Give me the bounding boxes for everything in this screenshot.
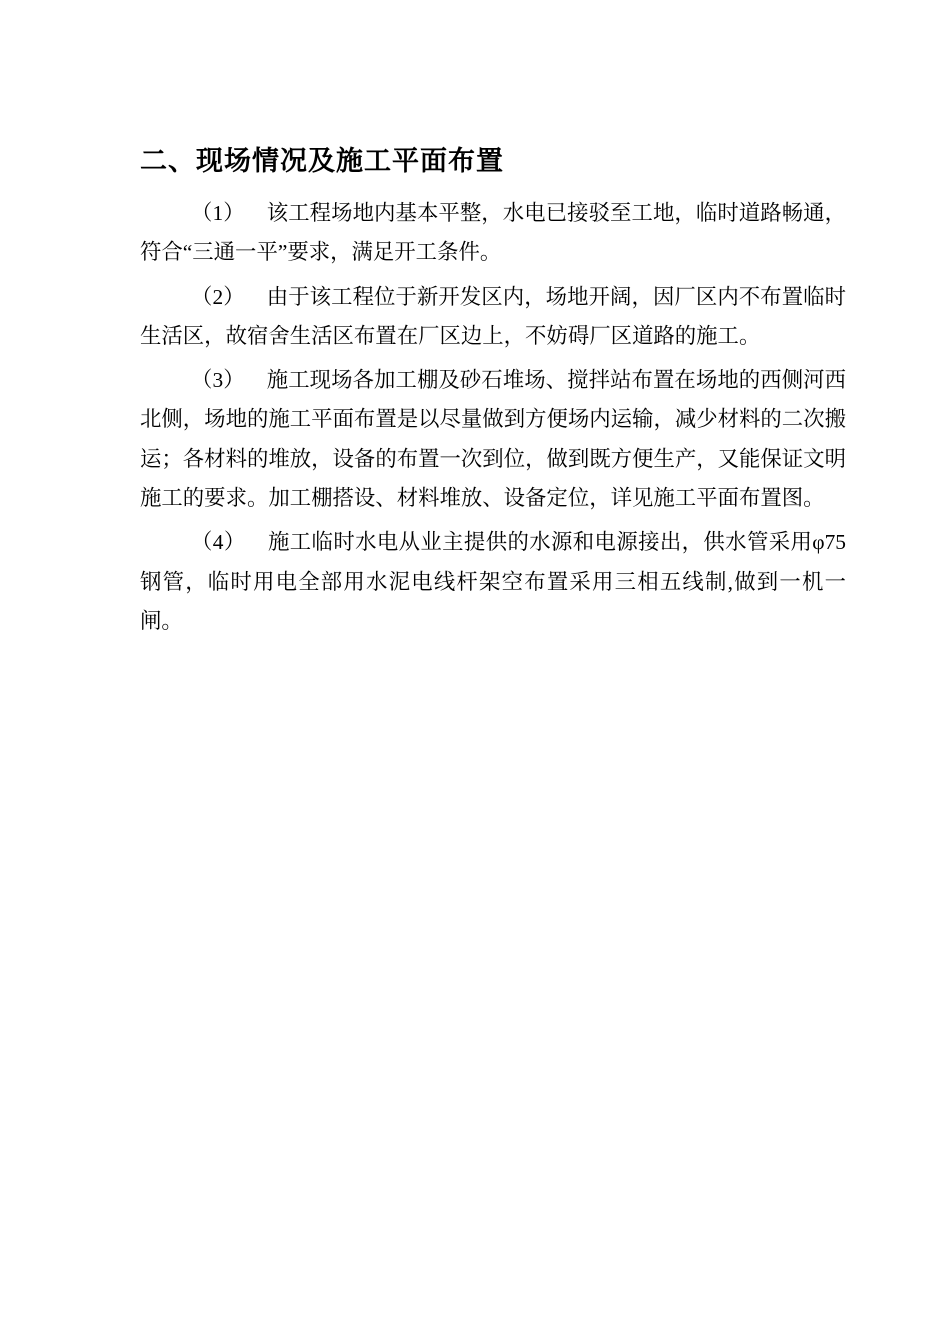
paragraph-1-number: （1）	[191, 201, 245, 225]
paragraph-4-number: （4）	[191, 530, 246, 555]
paragraph-3	[140, 361, 846, 518]
document-content	[140, 146, 846, 646]
paragraph-3-text: 施工现场各加工棚及砂石堆场、搅拌站布置在场地的西侧河西北侧，场地的施工平面布置是以尽量做到方便场内运输，减少材料的二次搬运；各材料的堆放，设备的布置一次到位，做到既方便生产，又能保证文明施工的要求。加工棚搭设、材料堆放、设备定位，详见施工平面布置图。	[140, 368, 846, 511]
paragraph-4-text: 施工临时水电从业主提供的水源和电源接出，供水管采用φ75 钢管，临时用电全部用水泥电线杆架空布置采用三相五线制,做到一机一闸。	[140, 530, 846, 633]
paragraph-2	[140, 278, 846, 357]
paragraph-3-number: （3）	[191, 368, 245, 393]
paragraph-2-text: 由于该工程位于新开发区内，场地开阔，因厂区内不布置临时生活区，故宿舍生活区布置在厂区边上，不妨碍厂区道路的施工。	[140, 284, 846, 348]
paragraph-1	[140, 194, 846, 273]
paragraph-4	[140, 523, 846, 641]
section-heading: 二、现场情况及施工平面布置	[140, 146, 504, 176]
paragraph-2-number: （2）	[191, 284, 245, 309]
paragraph-1-text: 该工程场地内基本平整，水电已接驳至工地，临时道路畅通，符合“三通一平”要求，满足开工条件。	[140, 201, 846, 265]
